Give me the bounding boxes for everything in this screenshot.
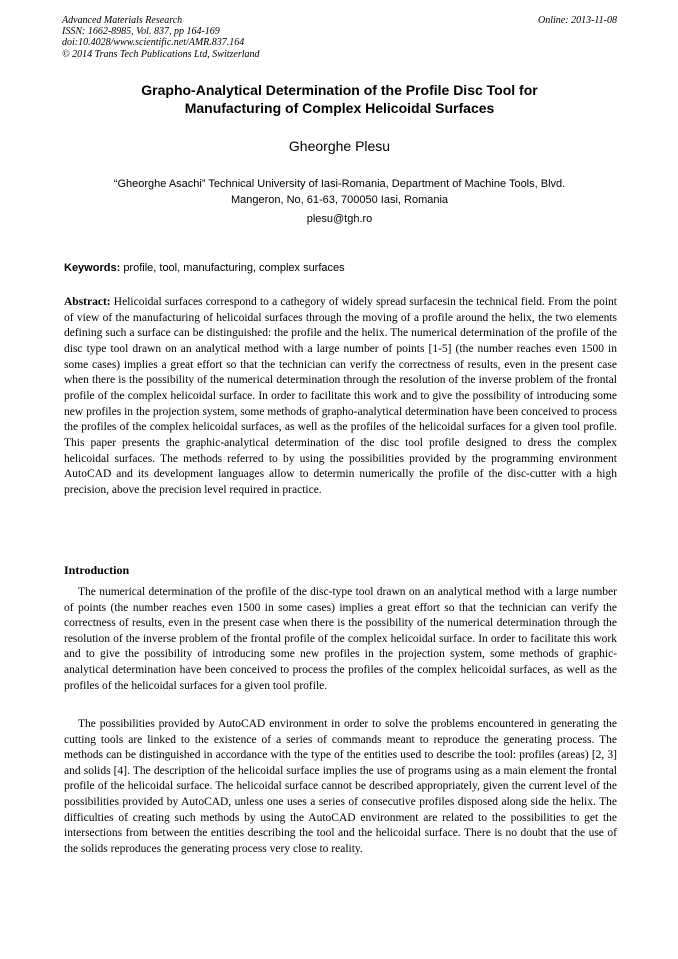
author-name: Gheorghe Plesu (288, 138, 391, 154)
keywords-label: Keywords: (64, 262, 121, 274)
abstract-label: Abstract: (64, 296, 111, 308)
paper-title (62, 82, 617, 117)
online-date: Online: 2013-11-08 (538, 15, 617, 26)
abstract (64, 295, 617, 499)
keywords-text: profile, tool, manufacturing, complex surfaces (123, 262, 345, 274)
section-heading-introduction: Introduction (64, 563, 130, 577)
journal-name: Advanced Materials Research (62, 15, 183, 26)
journal-copyright: © 2014 Trans Tech Publications Ltd, Switzerland (62, 48, 260, 60)
author-email: plesu@tgh.ro (306, 213, 373, 225)
introduction-paragraph-1: The numerical determination of the profile of the disc-type tool drawn on an analytical method with a large number of points (the number reaches even 1500 in some cases) implies a great effort so that the technician can verify the correctness of results, even in the present case when there is the possibility of the numerical determination through the resolution of the inverse problem of the frontal profile of the complex helicoidal surface. In order to facilitate this work and to give the possibility of introducing some new profiles in the projection system, some methods of graphic-analytical determination have been conceived to process the profiles of the complex helicoidal surfaces, as well as the profiles of the helicoidal surfaces for a given tool profile. (64, 586, 617, 692)
paper-title-line1: Grapho-Analytical Determination of the Profile Disc Tool for (141, 82, 538, 98)
keywords (64, 261, 617, 275)
paper-title-line2: Manufacturing of Complex Helicoidal Surfaces (184, 99, 495, 116)
journal-doi: doi:10.4028/www.scientific.net/AMR.837.164 (62, 37, 245, 49)
abstract-text: Helicoidal surfaces correspond to a cathegory of widely spread surfacesin the technical field. From the point of view of the manufacturing of helicoidal surfaces through the moving of a profile around the helix, the two elements defining such a surface can be distinguished: the profile and the helix. The numerical determination of the profile of the disc type tool drawn on an analytical method with a large number of points [1-5] (the number reaches even 1500 in some cases) implies a great effort so that the technician can verify the correctness of results, even in the present case when there is the possibility of the numerical determination through the resolution of the inverse problem of the frontal profile of the complex helicoidal surface. In order to facilitate this work and to give the possibility of introducing some new profiles in the projection system, some methods of grapho-analytical determination have been conceived to process the profiles of the complex helicoidal surfaces, as well as the profiles of the helicoidal surfaces for a given tool profile. This paper presents the graphic-analytical determination of the disc tool profile designed to dress the complex helicoidal surfaces. The methods referred to by using the possibilities provided by the programming environment AutoCAD and its development languages allow to determin numerically the profile of the disc-cutter with a high precision, above the precision level required in practice. (64, 296, 618, 496)
journal-header (62, 15, 617, 60)
author-affiliation (62, 177, 617, 208)
introduction-paragraph-2: The possibilities provided by AutoCAD environment in order to solve the problems encountered in generating the cutting tools are linked to the existence of a series of commands meant to reproduce the generating process. The methods can be distinguished in accordance with the type of the entities used to describe the tool: profiles (areas) [2, 3] and solids [4]. The description of the helicoidal surface implies the use of programs using as a main element the frontal profile of the helicoidal surface. The helicoidal surface cannot be described appropriately, given the current level of the possibilities provided by AutoCAD, unless one uses a series of consecutive profiles disposed along side the helix. The difficulties of creating such methods by using the AutoCAD environment are related to the possibilities to get the intersections from between the entities describing the tool and the helicoidal surface. There is no doubt that the use of the solids reproduces the generating process very close to reality. (64, 718, 617, 855)
journal-issn: ISSN: 1662-8985, Vol. 837, pp 164-169 (62, 26, 220, 38)
affiliation-line1: “Gheorghe Asachi” Technical University of Iasi-Romania, Department of Machine Tools, Blvd. (113, 178, 566, 190)
affiliation-line2: Mangeron, No, 61-63, 700050 Iasi, Romania (230, 193, 449, 206)
